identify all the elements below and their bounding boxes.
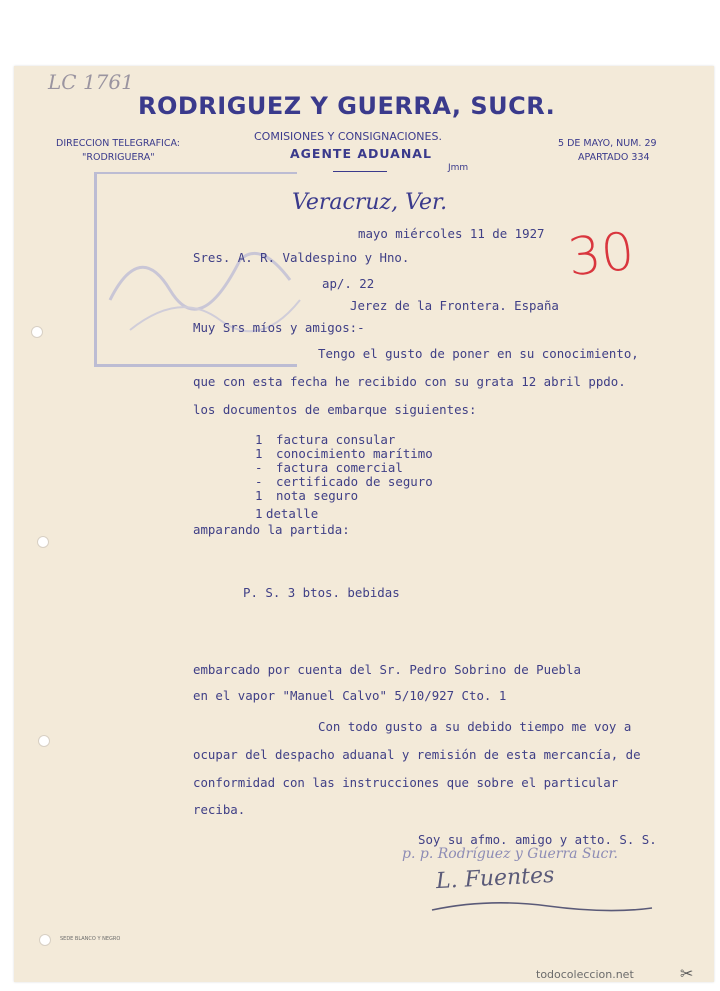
doc-name: nota seguro bbox=[276, 488, 359, 503]
doc-qty: 1 bbox=[255, 488, 263, 503]
signature-flourish bbox=[428, 880, 658, 920]
watermark-logo-icon: ✂ bbox=[680, 964, 694, 983]
doc-qty: 1 bbox=[255, 506, 263, 521]
cargo-line: P. S. 3 btos. bebidas bbox=[243, 585, 400, 600]
punch-hole-1 bbox=[31, 326, 43, 338]
red-number: 30 bbox=[565, 221, 638, 289]
company-name: RODRIGUEZ Y GUERRA, SUCR. bbox=[138, 92, 556, 120]
city-place: Veracruz, Ver. bbox=[292, 190, 448, 215]
doc-qty: - bbox=[255, 474, 263, 489]
closing-line: Soy su afmo. amigo y atto. S. S. bbox=[418, 832, 657, 847]
role-underline bbox=[333, 171, 387, 172]
doc-name: factura comercial bbox=[276, 460, 403, 475]
telegraph-name: "RODRIGUERA" bbox=[82, 152, 155, 163]
paragraph1-line1: Tengo el gusto de poner en su conocimiento, bbox=[318, 346, 639, 361]
pencil-reference: LC 1761 bbox=[48, 70, 134, 94]
watermark: todocoleccion.net bbox=[536, 968, 634, 981]
doc-qty: 1 bbox=[255, 446, 263, 461]
amparando-line: amparando la partida: bbox=[193, 522, 350, 537]
recipient-name: Sres. A. R. Valdespino y Hno. bbox=[193, 250, 410, 265]
paragraph1-line2: que con esta fecha he recibido con su grata 12 abril ppdo. bbox=[193, 374, 626, 389]
reference-number: ap/. 22 bbox=[322, 276, 375, 291]
company-tagline: COMISIONES Y CONSIGNACIONES. bbox=[254, 130, 442, 143]
doc-qty: 1 bbox=[255, 432, 263, 447]
paragraph2-line4: reciba. bbox=[193, 802, 246, 817]
telegraph-label: DIRECCION TELEGRAFICA: bbox=[56, 138, 181, 149]
punch-hole-3 bbox=[38, 735, 50, 747]
salutation: Muy Srs míos y amigos:- bbox=[193, 320, 365, 335]
po-box: APARTADO 334 bbox=[578, 152, 650, 163]
printer-mark: SEDE BLANCO Y NEGRO bbox=[60, 936, 121, 942]
shipped-line1: embarcado por cuenta del Sr. Pedro Sobrino de Puebla bbox=[193, 662, 581, 677]
doc-name: certificado de seguro bbox=[276, 474, 433, 489]
letter-date: mayo miércoles 11 de 1927 bbox=[358, 226, 545, 241]
shipped-line2: en el vapor "Manuel Calvo" 5/10/927 Cto. 1 bbox=[193, 688, 507, 703]
company-role: AGENTE ADUANAL bbox=[290, 146, 432, 161]
doc-name: conocimiento marítimo bbox=[276, 446, 433, 461]
street-address: 5 DE MAYO, NUM. 29 bbox=[558, 138, 657, 149]
paragraph1-line3: los documentos de embarque siguientes: bbox=[193, 402, 477, 417]
doc-name: factura consular bbox=[276, 432, 396, 447]
pp-stamp: p. p. Rodríguez y Guerra Sucr. bbox=[402, 846, 618, 862]
paragraph2-line1: Con todo gusto a su debido tiempo me voy a bbox=[318, 719, 632, 734]
paragraph2-line2: ocupar del despacho aduanal y remisión de esta mercancía, de bbox=[193, 747, 641, 762]
doc-qty: - bbox=[255, 460, 263, 475]
doc-name: detalle bbox=[266, 506, 319, 521]
punch-hole-2 bbox=[37, 536, 49, 548]
typist-initials: Jmm bbox=[448, 163, 469, 173]
paragraph2-line3: conformidad con las instrucciones que sobre el particular bbox=[193, 775, 619, 790]
signature: L. Fuentes bbox=[435, 862, 555, 895]
punch-hole-4 bbox=[39, 934, 51, 946]
recipient-location: Jerez de la Frontera. España bbox=[350, 298, 559, 313]
